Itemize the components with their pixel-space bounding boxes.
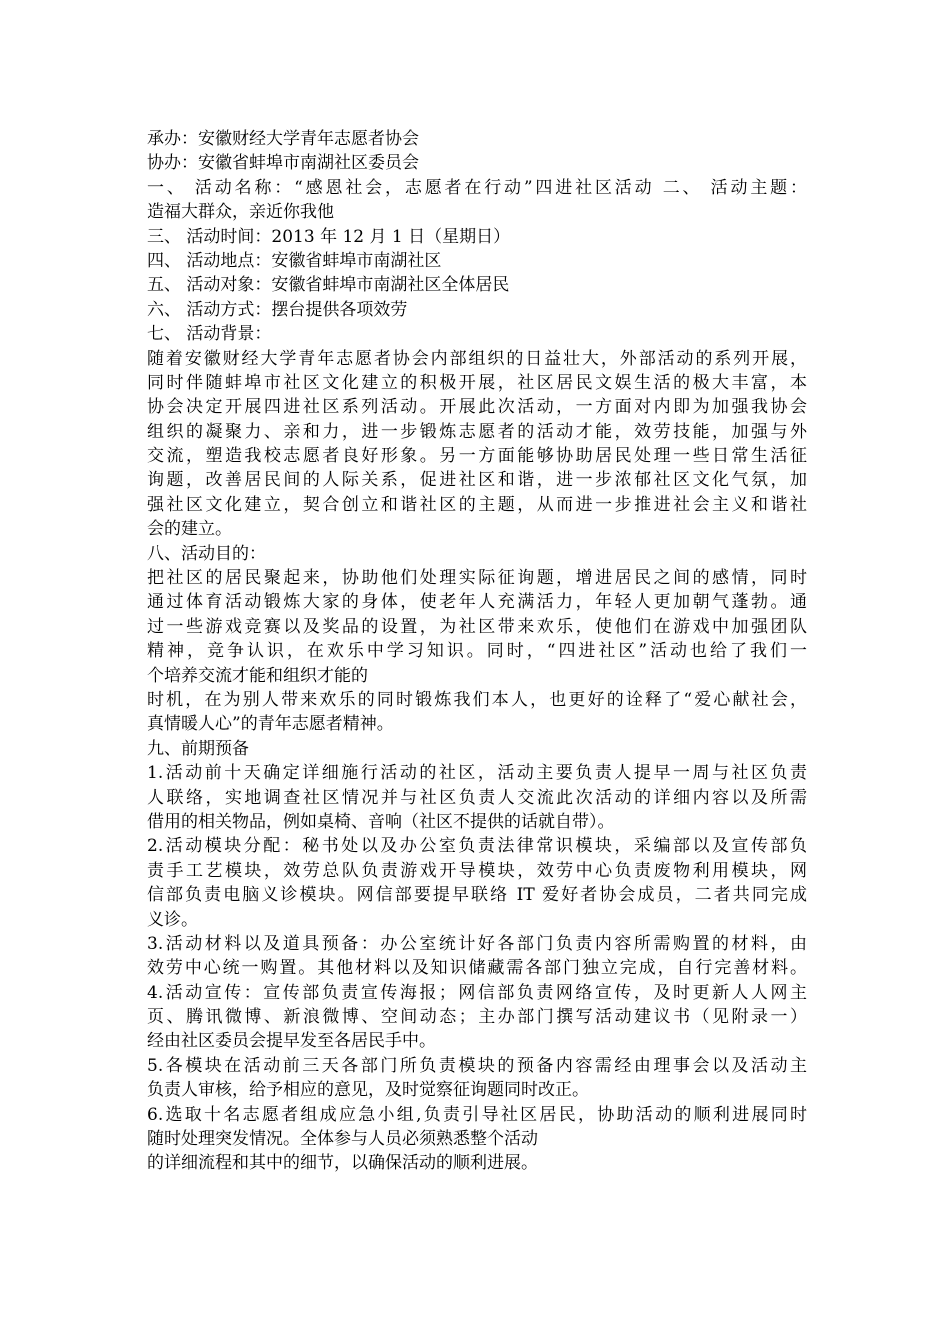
paragraph-line: 人联络，实地调查社区情况并与社区负责人交流此次活动的详细内容以及所需 bbox=[147, 787, 807, 808]
paragraph-line: 负责人审核，给予相应的意见，及时觉察征询题同时改正。 bbox=[147, 1080, 589, 1101]
paragraph-line: 真情暖人心”的青年志愿者精神。 bbox=[147, 714, 394, 735]
paragraph-line: 5.各模块在活动前三天各部门所负责模块的预备内容需经由理事会以及活动主 bbox=[147, 1055, 807, 1076]
activity-theme-line: 造福大群众，亲近你我他 bbox=[147, 202, 334, 223]
paragraph-line: 效劳中心统一购置。其他材料以及知识储藏需各部门独立完成，自行完善材料。 bbox=[147, 958, 807, 979]
activity-name-line: 一、 活动名称：“感恩社会，志愿者在行动”四进社区活动 二、 活动主题： bbox=[147, 177, 807, 198]
paragraph-line: 信部负责电脑义诊模块。网信部要提早联络 IT 爱好者协会成员，二者共同完成 bbox=[147, 885, 807, 906]
paragraph-line: 把社区的居民聚起来，协助他们处理实际征询题，增进居民之间的感情，同时 bbox=[147, 568, 807, 589]
activity-target-line: 五、 活动对象：安徽省蚌埠市南湖社区全体居民 bbox=[147, 275, 510, 296]
activity-location-line: 四、 活动地点：安徽省蚌埠市南湖社区 bbox=[147, 250, 442, 271]
paragraph-line: 会的建立。 bbox=[147, 519, 232, 540]
section-heading: 八、活动目的： bbox=[147, 543, 266, 564]
paragraph-line: 精神，竞争认识，在欢乐中学习知识。同时，“四进社区”活动也给了我们一 bbox=[147, 641, 807, 662]
paragraph-line: 协会决定开展四进社区系列活动。开展此次活动，一方面对内即为加强我协会 bbox=[147, 397, 807, 418]
activity-method-line: 六、 活动方式：摆台提供各项效劳 bbox=[147, 299, 408, 320]
paragraph-line: 借用的相关物品，例如桌椅、音响（社区不提供的话就自带）。 bbox=[147, 811, 615, 832]
paragraph-line: 义诊。 bbox=[147, 909, 198, 930]
paragraph-line: 个培养交流才能和组织才能的 bbox=[147, 665, 368, 686]
paragraph-line: 同时伴随蚌埠市社区文化建立的积极开展，社区居民文娱生活的极大丰富，本 bbox=[147, 372, 807, 393]
paragraph-line: 时机，在为别人带来欢乐的同时锻炼我们本人，也更好的诠释了“爱心献社会， bbox=[147, 689, 807, 710]
paragraph-line: 3.活动材料以及道具预备：办公室统计好各部门负责内容所需购置的材料，由 bbox=[147, 933, 807, 954]
section-heading: 七、 活动背景： bbox=[147, 324, 272, 345]
paragraph-line: 随着安徽财经大学青年志愿者协会内部组织的日益壮大，外部活动的系列开展， bbox=[147, 348, 807, 369]
paragraph-line: 组织的凝聚力、亲和力，进一步锻炼志愿者的活动才能，效劳技能，加强与外 bbox=[147, 421, 807, 442]
paragraph-line: 页、腾讯微博、新浪微博、空间动态；主办部门撰写活动建议书（见附录一） bbox=[147, 1007, 807, 1028]
paragraph-line: 通过体育活动锻炼大家的身体，使老年人充满活力，年轻人更加朝气蓬勃。通 bbox=[147, 592, 807, 613]
paragraph-line: 过一些游戏竞赛以及奖品的设置，为社区带来欢乐，使他们在游戏中加强团队 bbox=[147, 616, 807, 637]
paragraph-line: 交流，塑造我校志愿者良好形象。另一方面能够协助居民处理一些日常生活征 bbox=[147, 446, 807, 467]
paragraph-line: 经由社区委员会提早发至各居民手中。 bbox=[147, 1031, 436, 1052]
paragraph-line: 随时处理突发情况。全体参与人员必须熟悉整个活动 bbox=[147, 1129, 538, 1150]
co-organizer-line: 协办：安徽省蚌埠市南湖社区委员会 bbox=[147, 153, 419, 174]
activity-time-line: 三、 活动时间：2013 年 12 月 1 日（星期日） bbox=[147, 226, 511, 247]
paragraph-line: 强社区文化建立，契合创立和谐社区的主题，从而进一步推进社会主义和谐社 bbox=[147, 494, 807, 515]
paragraph-line: 责手工艺模块，效劳总队负责游戏开导模块，效劳中心负责废物利用模块，网 bbox=[147, 860, 807, 881]
paragraph-line: 6.选取十名志愿者组成应急小组,负责引导社区居民，协助活动的顺利进展同时 bbox=[147, 1104, 807, 1125]
paragraph-line: 2.活动模块分配：秘书处以及办公室负责法律常识模块，采编部以及宣传部负 bbox=[147, 836, 807, 857]
document-body bbox=[147, 127, 807, 1176]
paragraph-line: 的详细流程和其中的细节，以确保活动的顺利进展。 bbox=[147, 1153, 538, 1174]
paragraph-line: 询题，改善居民间的人际关系，促进社区和谐，进一步浓郁社区文化气氛，加 bbox=[147, 470, 807, 491]
paragraph-line: 4.活动宣传：宣传部负责宣传海报；网信部负责网络宣传，及时更新人人网主 bbox=[147, 982, 807, 1003]
organizer-line: 承办：安徽财经大学青年志愿者协会 bbox=[147, 129, 419, 149]
paragraph-line: 1.活动前十天确定详细施行活动的社区，活动主要负责人提早一周与社区负责 bbox=[147, 763, 807, 784]
section-heading: 九、前期预备 bbox=[147, 738, 249, 759]
